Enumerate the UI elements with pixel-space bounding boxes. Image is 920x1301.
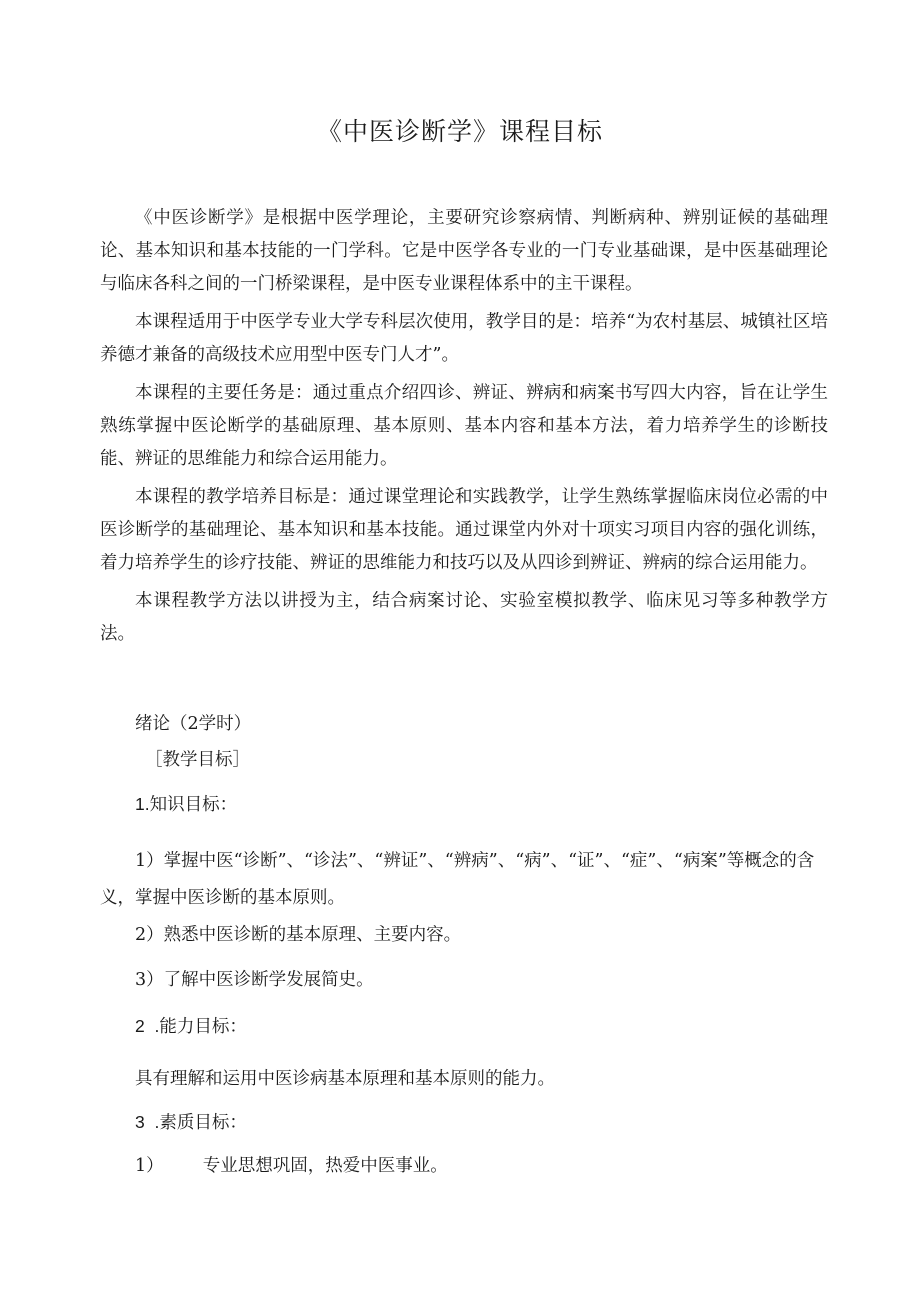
- paragraph: 《中医诊断学》是根据中医学理论，主要研究诊察病情、判断病种、辨别证候的基础理论、基本知识和基本技能的一门学科。它是中医学各专业的一门专业基础课，是中医基础理论与临床各科之间的一门桥梁课程，是中医专业课程体系中的主干课程。: [100, 208, 828, 294]
- list-item-number: 1）: [135, 1156, 164, 1176]
- objectives-label: ［教学目标］: [145, 750, 250, 770]
- knowledge-item-1: [100, 843, 840, 917]
- paragraph: 本课程适用于中医学专业大学专科层次使用，教学目的是：培养“为农村基层、城镇社区培养德才兼备的高级技术应用型中医专门人才”。: [100, 312, 828, 365]
- intro-body: [100, 202, 828, 656]
- ability-heading: 2 .能力目标：: [135, 1016, 247, 1036]
- paragraph: 本课程的主要任务是：通过重点介绍四诊、辨证、辨病和病案书写四大内容，旨在让学生熟练掌握中医论断学的基础原理、基本原则、基本内容和基本方法，着力培养学生的诊断技能、辨证的思维能力和综合运用能力。: [100, 383, 828, 469]
- paragraph: 本课程的教学培养目标是：通过课堂理论和实践教学，让学生熟练掌握临床岗位必需的中医诊断学的基础理论、基本知识和基本技能。通过课堂内外对十项实习项目内容的强化训练，着力培养学生的诊疗技能、辨证的思维能力和技巧以及从四诊到辨证、辨病的综合运用能力。: [100, 487, 828, 573]
- paragraph: 本课程教学方法以讲授为主，结合病案讨论、实验室模拟教学、临床见习等多种教学方法。: [100, 591, 828, 644]
- knowledge-heading: 1.知识目标：: [135, 794, 238, 814]
- list-item-text: 专业思想巩固，热爱中医事业。: [202, 1156, 448, 1176]
- knowledge-item-2: 2）熟悉中医诊断的基本原理、主要内容。: [135, 925, 462, 945]
- quality-item-1: [135, 1153, 448, 1179]
- quality-heading: 3 .素质目标：: [135, 1112, 247, 1132]
- knowledge-item-3: 3）了解中医诊断学发展简史。: [135, 970, 374, 990]
- page-title: 《中医诊断学》课程目标: [316, 117, 603, 146]
- ability-text: 具有理解和运用中医诊病基本原理和基本原则的能力。: [135, 1069, 555, 1089]
- list-item: 1）掌握中医“诊断”、“诊法”、“辨证”、“辨病”、“病”、“证”、“症”、“病案”等概念的含义，掌握中医诊断的基本原则。: [100, 851, 815, 908]
- section-heading-intro: 绪论（2学时）: [135, 714, 252, 734]
